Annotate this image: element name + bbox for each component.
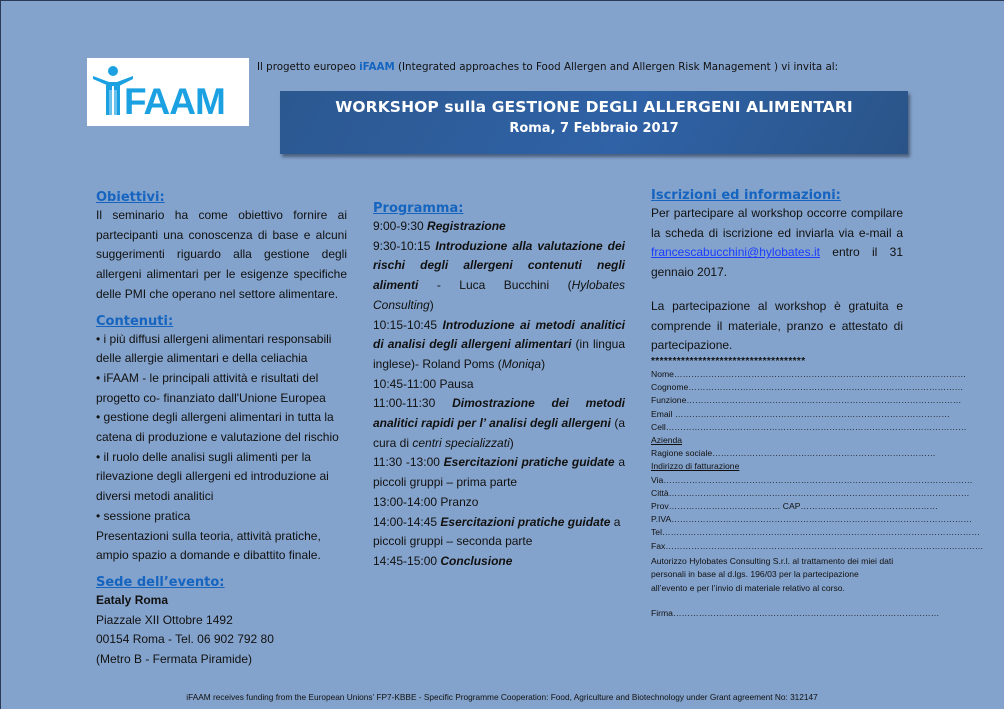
free-participation-text: La partecipazione al workshop è gratuita e comprende il materiale, pranzo e attestato di partecipazione. [651, 298, 903, 353]
form-field-funzione[interactable]: Funzione…………………………………………………………………………………… [651, 395, 962, 406]
form-field-nome[interactable]: Nome………………………………………………………………………………………… [651, 368, 967, 379]
program-time: 11:30 -13:00 [373, 455, 444, 470]
form-field-firma[interactable]: Firma………………………………………………………………………………… [651, 607, 940, 618]
contents-item: • iFAAM - le principali attività e risultati del progetto co- finanziato dall'Unione Europea [96, 370, 326, 405]
venue-address: Piazzale XII Ottobre 1492 [96, 612, 233, 627]
program-time: 10:45-11:00 [373, 376, 440, 391]
program-time: 13:00-14:00 [373, 494, 441, 509]
contents-item: • sessione pratica [96, 508, 191, 523]
contents-item: • gestione degli allergeni alimentari in tutta la catena di produzione e valutazione del rischio [96, 410, 339, 445]
program-item [373, 217, 625, 237]
program-title: Registrazione [427, 219, 506, 233]
form-field-piva[interactable]: P.IVA…………………………………………………………………………………………… [651, 514, 973, 525]
registration-deadline: entro il 31 gennaio 2017. [651, 245, 903, 280]
program-item [373, 453, 625, 492]
venue-metro: (Metro B - Fermata Piramide) [96, 652, 253, 667]
form-field-cognome[interactable]: Cognome…………………………………………………………………………………… [651, 382, 964, 393]
ifaam-logo-text: FAAM [124, 81, 225, 122]
program-time: 14:00-14:45 [373, 514, 441, 529]
privacy-consent: Autorizzo Hylobates Consulting S.r.l. al trattamento dei miei dati personali in base al d.lgs. 196/03 per la partecipazione all’evento e per l’invio di materiale relativo al corso. [651, 555, 894, 593]
registration-email-link[interactable]: francescabucchini@hylobates.it [651, 245, 820, 260]
program-time: 9:30-10:15 [373, 238, 436, 253]
program-title: Dimostrazione dei metodi analitici rapidi per l’ analisi degli allergeni [373, 396, 625, 431]
program-paren: ) [429, 297, 434, 312]
program-item [373, 493, 625, 513]
form-field-cell[interactable]: Cell…………………………………………………………………………………………… [651, 421, 967, 432]
left-column [96, 190, 347, 670]
program-org: Moniqa [501, 356, 542, 371]
program-org: centri specializzati [412, 435, 510, 450]
workshop-banner [280, 91, 908, 154]
program-title: Pranzo [440, 494, 479, 509]
program-time: 14:45-15:00 [373, 553, 441, 568]
form-section-indirizzo: Indirizzo di fatturazione [651, 461, 740, 472]
program-time: 10:15-10:45 [373, 317, 443, 332]
program-org: Hylobates Consulting [373, 278, 625, 312]
contents-item: • il ruolo delle analisi sugli alimenti per la rilevazione degli allergeni ed introduzione ai diversi metodi analitici [96, 449, 329, 504]
workshop-date: Roma, 7 Febbraio 2017 [509, 121, 679, 136]
program-speaker: (in lingua inglese)- Roland Poms ( [373, 337, 626, 371]
program-item [373, 513, 625, 552]
venue-city-phone: 00154 Roma - Tel. 06 902 792 80 [96, 632, 274, 647]
program-title: Esercitazioni pratiche guidate [443, 455, 615, 470]
program-note: (a cura di [373, 416, 625, 450]
contents-heading: Contenuti: [96, 313, 174, 329]
funding-footer: iFAAM receives funding from the European Unions’ FP7-KBBE - Specific Programme Cooperation: Food, Agriculture and Biotechnology under Grant agreement No: 312147 [186, 692, 818, 702]
intro-line [257, 61, 957, 73]
program-title: Introduzione alla valutazione dei rischi degli allergeni contenuti negli alimenti [373, 238, 625, 293]
venue-name: Eataly Roma [96, 592, 169, 607]
registration-column [651, 188, 984, 620]
program-item [373, 237, 625, 316]
ifaam-logo-graphic [87, 58, 249, 126]
form-field-prov-cap[interactable]: Prov………………………………… CAP………………………………………… [651, 500, 938, 511]
program-time: 11:00-11:30 [373, 396, 453, 411]
venue-heading: Sede dell’evento: [96, 574, 225, 590]
objectives-text: Il seminario ha come obiettivo fornire ai partecipanti una conoscenza di base e alcuni suggerimenti riguardo alla gestione degli allergeni alimentari per le esigenze specifiche delle PMI che operano nel settore alimentare. [96, 208, 347, 301]
program-paren: ) [509, 435, 514, 450]
form-field-via[interactable]: Via……………………………………………………………………………………………… [651, 474, 973, 485]
contents-closing: Presentazioni sulla teoria, attività pratiche, ampio spazio a domande e dibattito finale. [96, 528, 321, 563]
program-item [373, 375, 625, 395]
program-item [373, 316, 625, 375]
form-field-fax[interactable]: Fax………………………………………………………………………………………………… [651, 540, 984, 551]
ifaam-logo [87, 58, 249, 126]
program-column [373, 201, 625, 572]
program-paren: ) [541, 356, 546, 371]
program-item [373, 394, 625, 453]
form-section-azienda: Azienda [651, 434, 683, 445]
program-title: Pausa [439, 376, 474, 391]
form-field-email[interactable]: Email …………………………………………………………………………………… [651, 408, 950, 419]
program-title: Esercitazioni pratiche guidate [440, 514, 611, 529]
program-speaker: - Luca Bucchini ( [418, 278, 572, 293]
intro-brand: iFAAM [359, 61, 395, 73]
program-time: 9:00-9:30 [373, 219, 428, 233]
intro-prefix: Il progetto europeo [257, 61, 360, 73]
contents-item: • i più diffusi allergeni alimentari responsabili delle allergie alimentari e della celiachia [96, 331, 332, 366]
registration-form [651, 368, 984, 620]
form-field-citta[interactable]: Città…………………………………………………………………………………………… [651, 487, 970, 498]
form-field-ragione-sociale[interactable]: Ragione sociale…………………………………………………………………… [651, 448, 936, 459]
registration-heading: Iscrizioni ed informazioni: [651, 188, 841, 203]
intro-suffix: (Integrated approaches to Food Allergen and Allergen Risk Management ) vi invita al: [394, 61, 839, 73]
form-field-tel[interactable]: Tel………………………………………………………………………………………………… [651, 527, 980, 538]
program-note: a piccoli gruppi – seconda parte [373, 514, 621, 549]
program-title: Conclusione [440, 553, 513, 568]
workshop-title: WORKSHOP sulla GESTIONE DEGLI ALLERGENI ALIMENTARI [335, 98, 853, 116]
registration-instructions: Per partecipare al workshop occorre compilare la scheda di iscrizione ed inviarla via e-mail a [651, 206, 903, 240]
registration-text [651, 204, 903, 283]
stars-divider: ************************************ [651, 355, 806, 367]
program-item [373, 552, 625, 572]
program-heading: Programma: [373, 201, 464, 216]
objectives-heading: Obiettivi: [96, 190, 165, 205]
program-note: a piccoli gruppi – prima parte [373, 455, 625, 490]
program-title: Introduzione ai metodi analitici di analisi degli allergeni alimentari [373, 317, 626, 352]
